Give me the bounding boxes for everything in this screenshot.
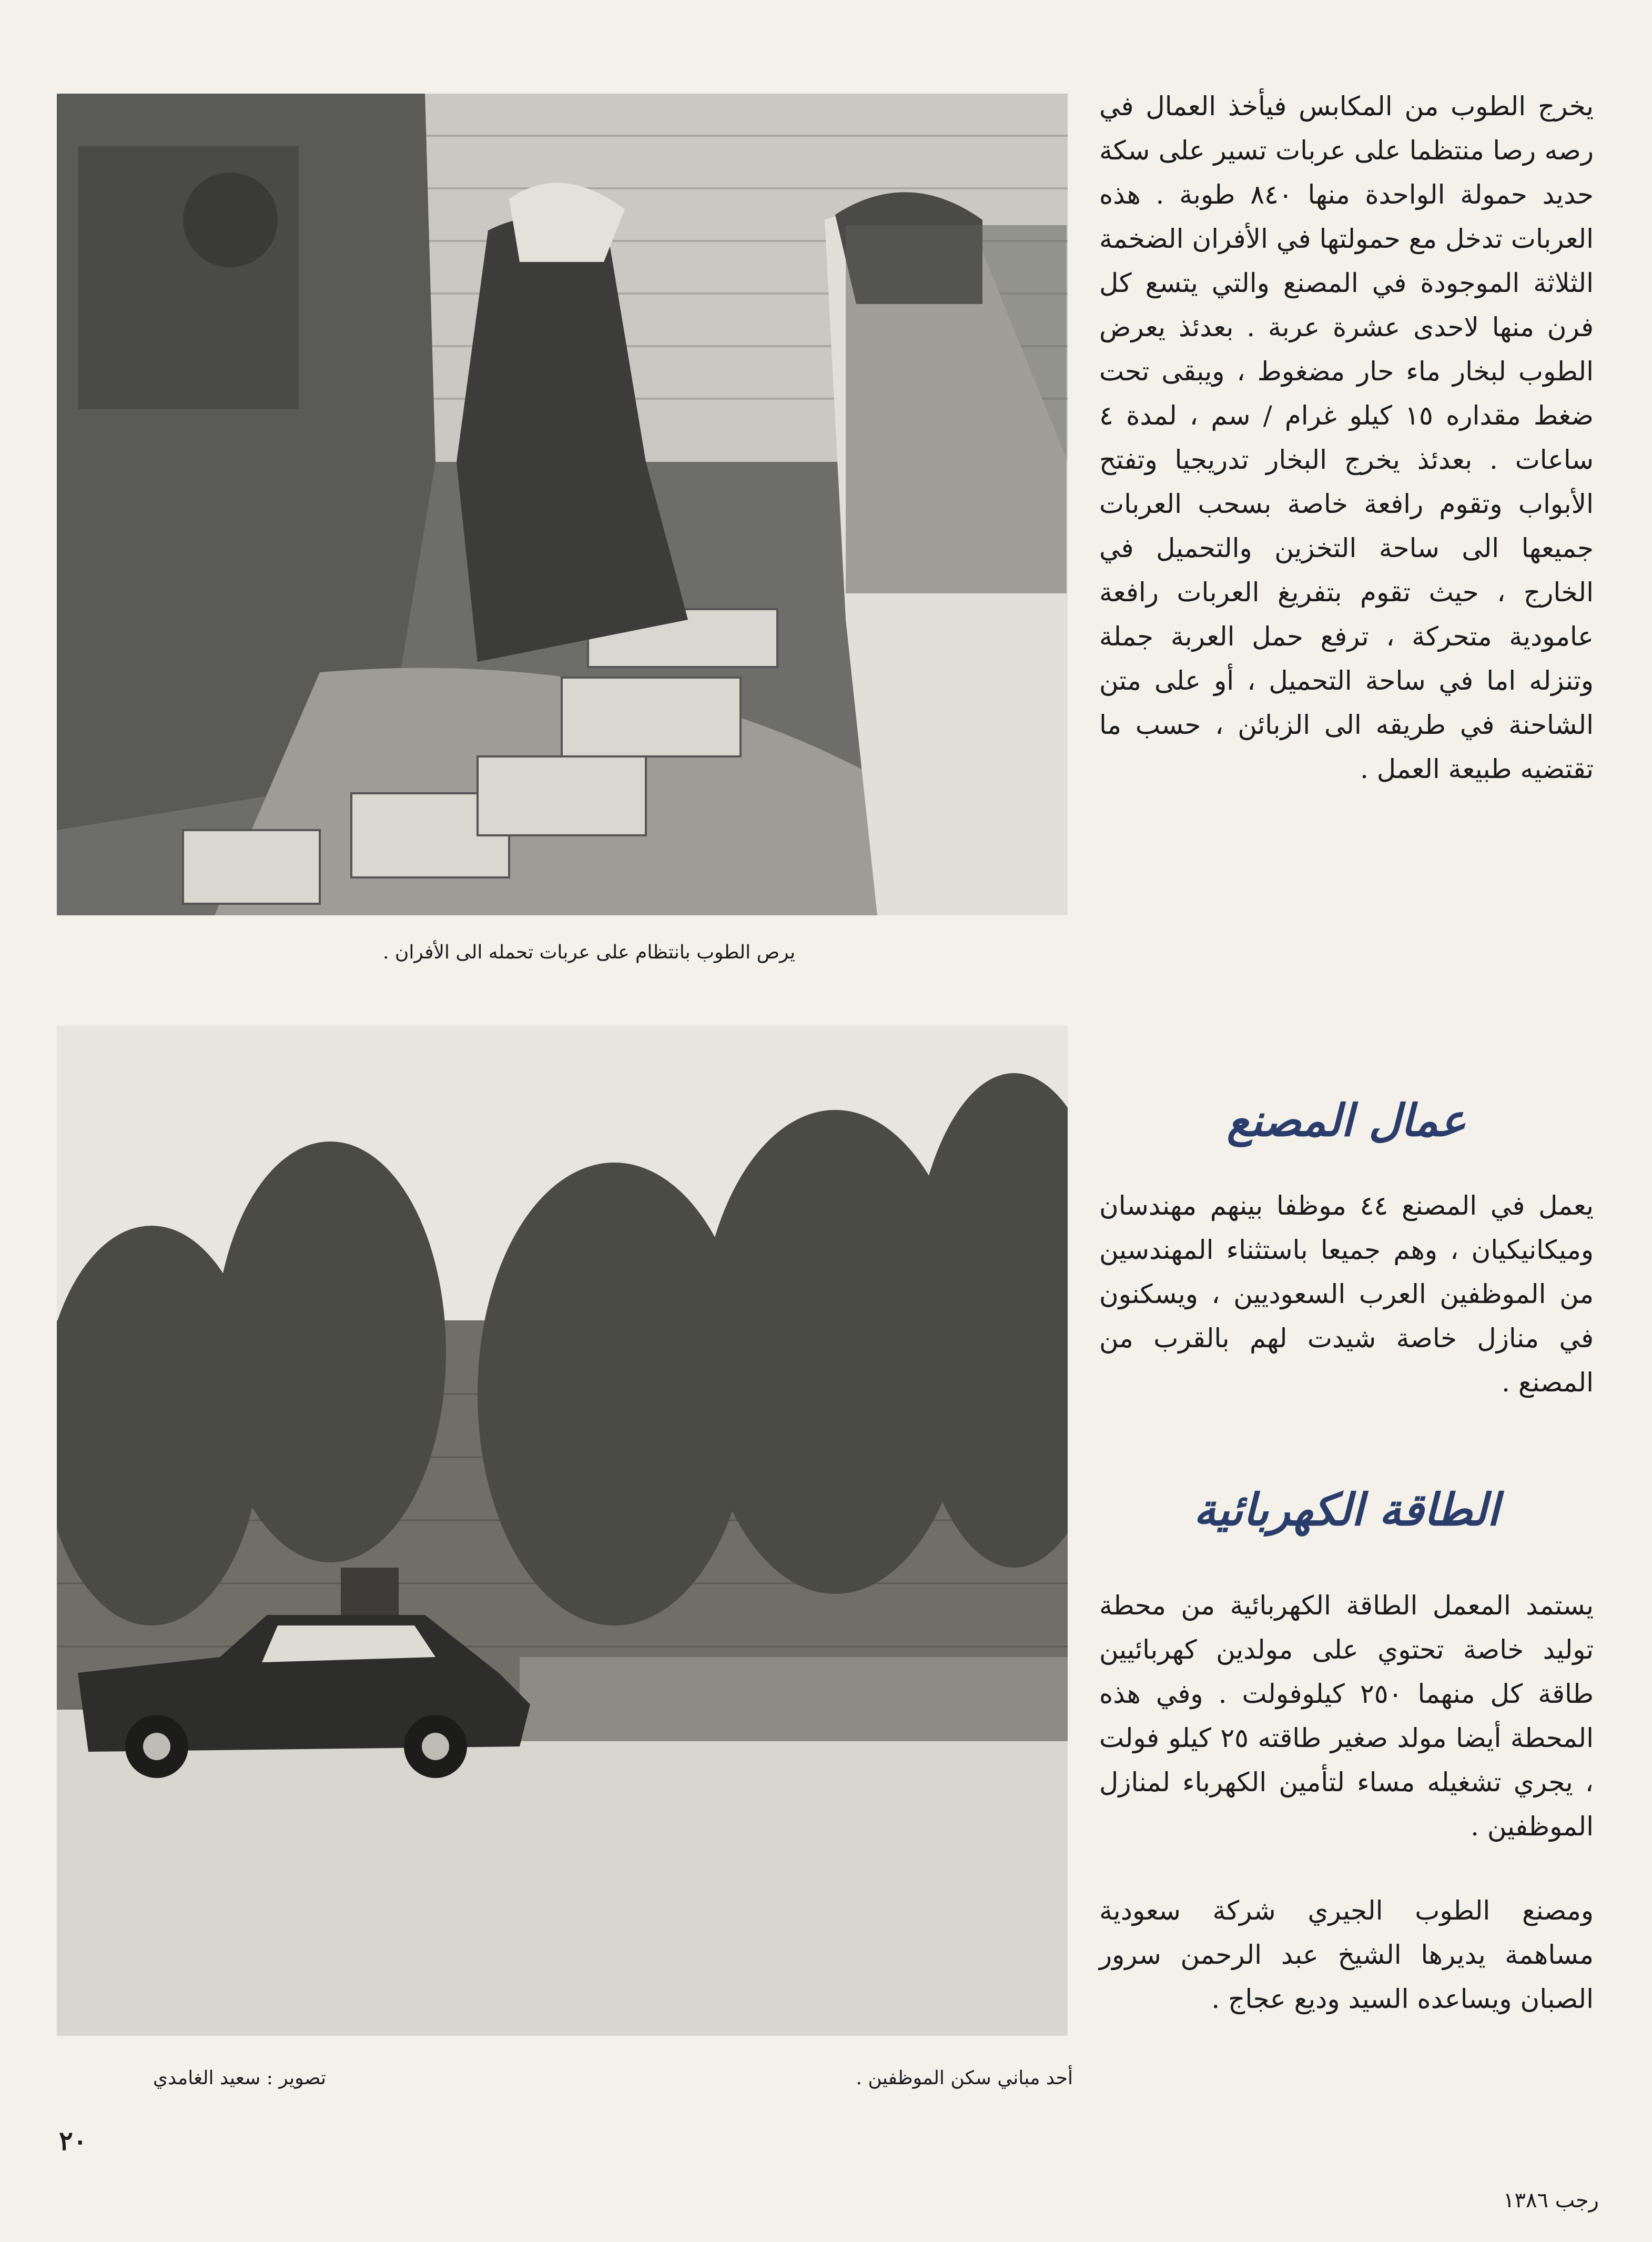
article-paragraph-4: ومصنع الطوب الجيري شركة سعودية مساهمة يديرها الشيخ عبد الرحمن سرور الصبان ويساعده السيد وديع عجاج .: [1099, 1895, 1594, 2014]
article-paragraph-1: يخرج الطوب من المكابس فيأخذ العمال في رصه رصا منتظما على عربات تسير على سكة حديد حمولة الواحدة منها ٨٤٠ طوبة . هذه العربات تدخل مع حمولتها في الأفران الضخمة الثلاثة الموجودة في المصنع والتي يتسع كل فرن منها لاحدى عشرة عربة . بعدئذ يعرض الطوب لبخار ماء حار مضغوط ، ويبقى تحت ضغط مقداره ١٥ كيلو غرام / سم ، لمدة ٤ ساعات . بعدئذ يخرج البخار تدريجيا وتفتح الأبواب وتقوم رافعة خاصة بسحب العربات جميعها الى ساحة التخزين والتحميل في الخارج ، حيث تقوم بتفريغ العربات رافعة عامودية متحركة ، ترفع حمل العربة جملة وتنزله اما في ساحة التحميل ، أو على متن الشاحنة في طريقه الى الزبائن ، حسب ما تقتضيه طبيعة العمل .: [1099, 91, 1594, 784]
heading-factory-workers: عمال المصنع: [1227, 1094, 1466, 1146]
issue-date: رجب ١٣٨٦: [1503, 2188, 1599, 2213]
workers-stacking-bricks-photo: [57, 94, 1068, 915]
heading-electric-power: الطاقة الكهربائية: [1193, 1483, 1499, 1536]
article-paragraph-2: يعمل في المصنع ٤٤ موظفا بينهم مهندسان وميكانيكيان ، وهم جميعا باستثناء المهندسين من الموظفين العرب السعوديين ، ويسكنون في منازل خاصة شيدت لهم بالقرب من المصنع .: [1099, 1190, 1594, 1398]
photo-credit: تصوير : سعيد الغامدي: [153, 2067, 326, 2089]
employee-housing-photo: [57, 1026, 1068, 2036]
top-photo-caption: يرص الطوب بانتظام على عربات تحمله الى الأفران .: [383, 942, 795, 963]
article-paragraph-3: يستمد المعمل الطاقة الكهربائية من محطة توليد خاصة تحتوي على مولدين كهربائيين طاقة كل منهما ٢٥٠ كيلوفولت . وفي هذه المحطة أيضا مولد صغير طاقته ٢٥ كيلو فولت ، يجري تشغيله مساء لتأمين الكهرباء لمنازل الموظفين .: [1099, 1590, 1594, 1842]
page-number: ٢٠: [59, 2125, 87, 2156]
bottom-photo-caption: أحد مباني سكن الموظفين .: [856, 2067, 1073, 2089]
